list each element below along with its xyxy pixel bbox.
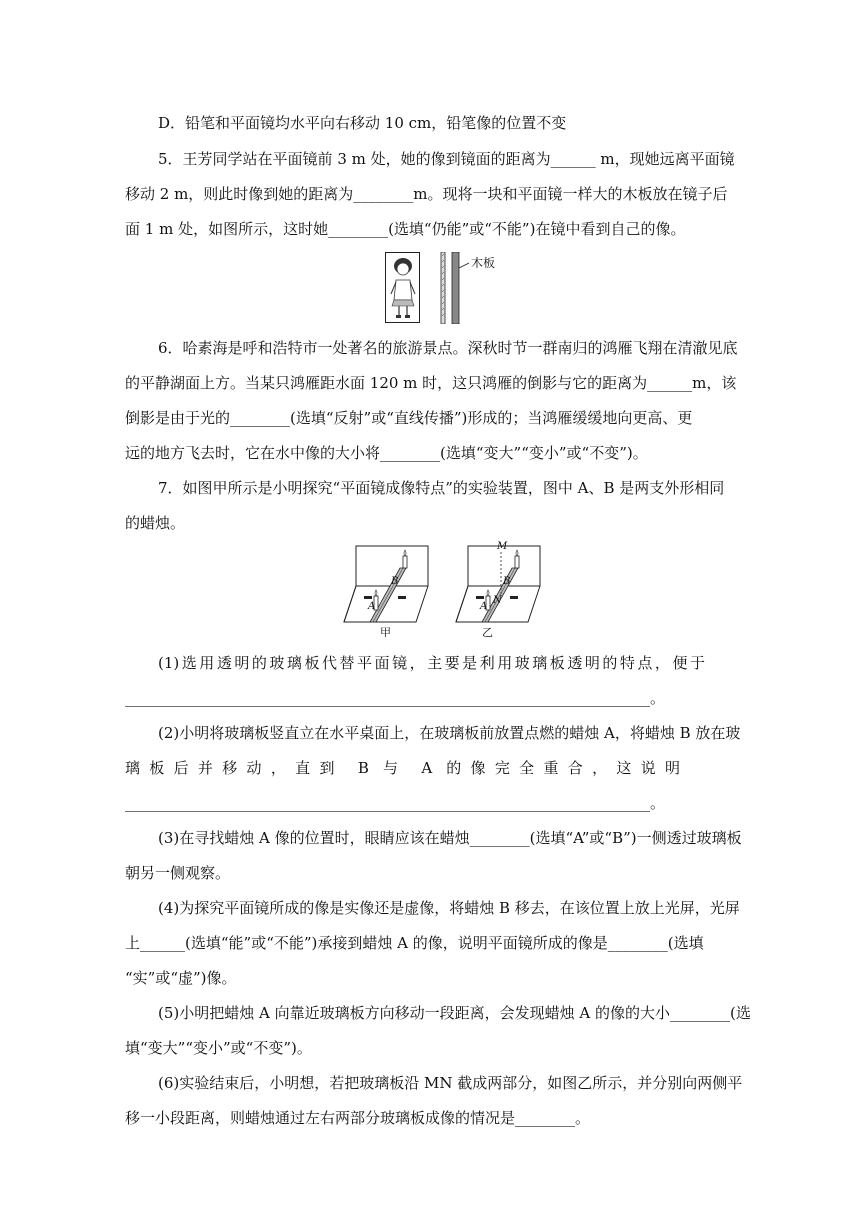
sub-3-line-1: (3)在寻找蜡烛 A 像的位置时，眼睛应该在蜡烛________(选填“A”或“B”)一侧透过玻璃板 <box>158 829 742 847</box>
sub-2-line-1: (2)小明将玻璃板竖直立在水平桌面上，在玻璃板前放置点燃的蜡烛 A，将蜡烛 B 放在玻 <box>158 724 741 742</box>
sub-2-line-2: 璃板后并移动，直到 B 与 A 的像完全重合，这说明 <box>125 759 680 777</box>
question-5-line-3: 面 1 m 处，如图所示，这时她________(选填“仍能”或“不能”)在镜中看到自己的像。 <box>125 220 686 238</box>
experiment-figure <box>342 538 592 640</box>
question-5-line-1: 5．王芳同学站在平面镜前 3 m 处，她的像到镜面的距离为______ m，现她远离平面镜 <box>158 150 735 168</box>
label-m: M <box>497 541 508 552</box>
label-n: N <box>493 595 502 606</box>
question-6-line-1: 6．哈素海是呼和浩特市一处著名的旅游景点。深秋时节一群南归的鸿雁飞翔在清澈见底 <box>158 339 738 357</box>
sub-1-line-1: (1)选用透明的玻璃板代替平面镜，主要是利用玻璃板透明的特点，便于 <box>158 654 705 672</box>
question-5-line-2: 移动 2 m，则此时像到她的距离为________m。现将一块和平面镜一样大的木板放在镜子后 <box>125 185 728 203</box>
question-6-line-4: 远的地方飞去时，它在水中像的大小将________(选填“变大”“变小”或“不变”)。 <box>125 444 648 462</box>
candle-b-yi <box>515 556 519 568</box>
sub-4-line-1: (4)为探究平面镜所成的像是实像还是虚像，将蜡烛 B 移去，在该位置上放上光屏，光屏 <box>158 899 740 917</box>
sub-6-line-1: (6)实验结束后，小明想，若把玻璃板沿 MN 截成两部分，如图乙所示，并分别向两侧平 <box>158 1074 743 1092</box>
board-label: 木板 <box>471 256 496 270</box>
sub-5-line-1: (5)小明把蜡烛 A 向靠近玻璃板方向移动一段距离，会发现蜡烛 A 的像的大小________(选 <box>158 1004 751 1022</box>
label-a-jia: A <box>368 601 376 612</box>
wood-board <box>452 252 459 324</box>
mirror-icon <box>441 252 445 324</box>
sub-5-line-2: 填“变大”“变小”或“不变”)。 <box>125 1039 312 1057</box>
sub-2-answer-blank: ______________________________________________________________________。 <box>125 794 666 812</box>
sub-6-line-2: 移一小段距离，则蜡烛通过左右两部分玻璃板成像的情况是________。 <box>125 1109 591 1127</box>
question-7-line-1: 7．如图甲所示是小明探究“平面镜成像特点”的实验装置，图中 A、B 是两支外形相同 <box>158 479 725 497</box>
setup-yi <box>456 541 540 639</box>
sub-1-answer-blank: ______________________________________________________________________。 <box>125 689 666 707</box>
question-6-line-3: 倒影是由于光的________(选填“反射”或“直线传播”)形成的；当鸿雁缓缓地向更高、更 <box>125 409 693 427</box>
mirror-board-figure <box>385 252 505 324</box>
label-b-jia: B <box>391 576 399 587</box>
caption-yi: 乙 <box>482 626 493 639</box>
setup-jia <box>344 546 428 639</box>
sub-3-line-2: 朝另一侧观察。 <box>125 864 231 882</box>
caption-jia: 甲 <box>380 626 391 639</box>
sub-4-line-2: 上______(选填“能”或“不能”)承接到蜡烛 A 的像，说明平面镜所成的像是________(选填 <box>125 934 704 952</box>
candle-b-jia <box>403 556 407 568</box>
option-d: D．铅笔和平面镜均水平向右移动 10 cm，铅笔像的位置不变 <box>158 114 567 132</box>
girl-icon <box>391 258 415 318</box>
sub-4-line-3: “实”或“虚”)像。 <box>125 969 237 987</box>
question-6-line-2: 的平静湖面上方。当某只鸿雁距水面 120 m 时，这只鸿雁的倒影与它的距离为______m，该 <box>125 374 737 392</box>
label-a-yi: A <box>480 601 488 612</box>
label-b-yi: B <box>503 576 511 587</box>
question-7-line-2: 的蜡烛。 <box>125 514 186 532</box>
board-leader-line <box>459 263 469 268</box>
